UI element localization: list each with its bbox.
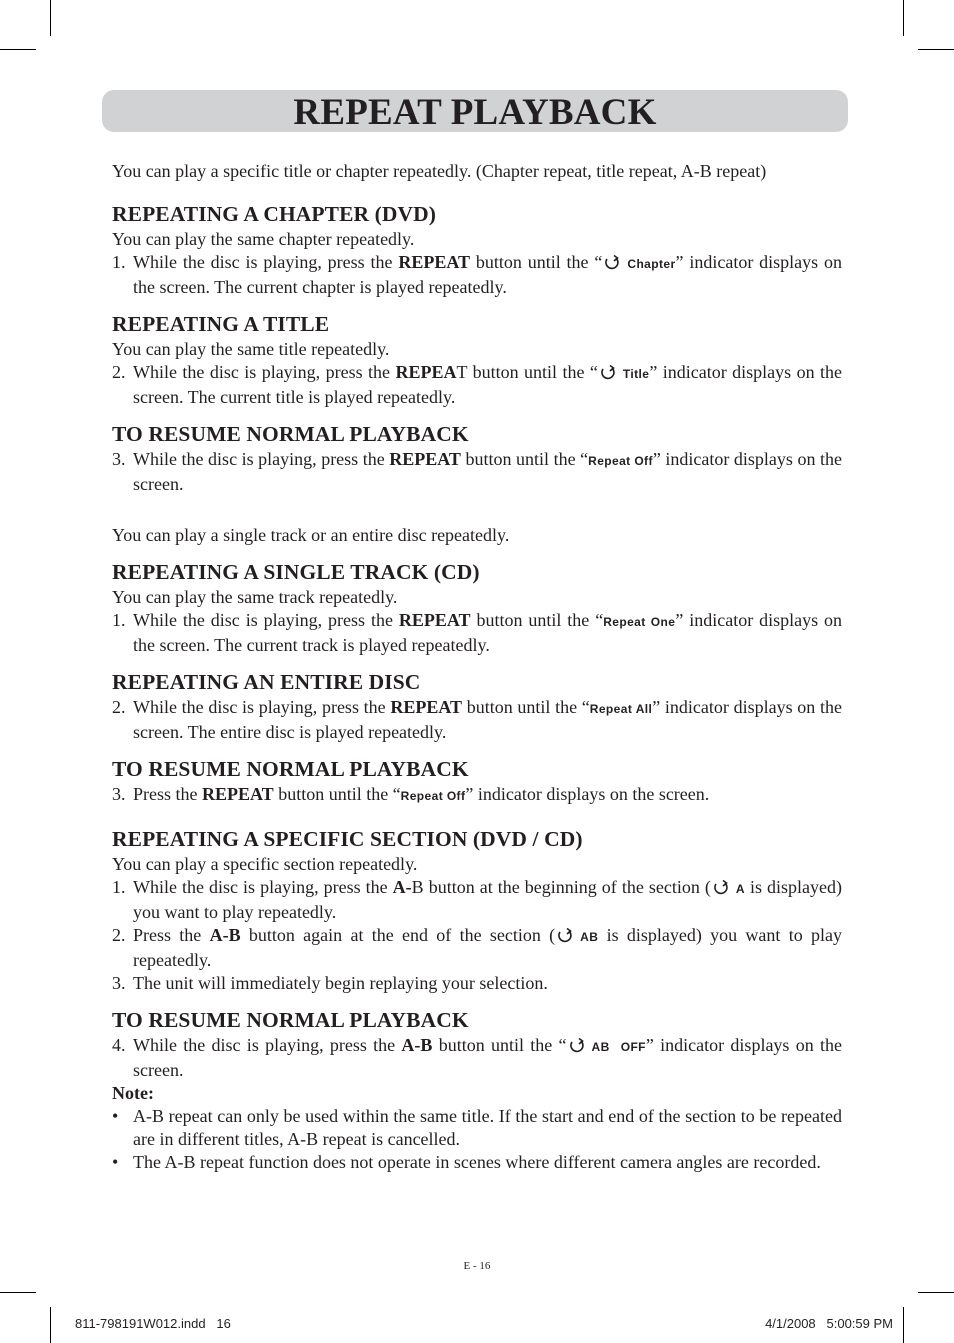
crop-mark (50, 0, 51, 36)
section-heading: REPEATING A SPECIFIC SECTION (DVD / CD) (112, 827, 583, 851)
section-desc: You can play the same chapter repeatedly. (112, 229, 415, 249)
section-ab-repeat (112, 826, 842, 995)
step-text: is displayed) you want to play repeatedly. (133, 925, 843, 970)
button-name: REPEAT (398, 610, 471, 630)
step-number: 1. (112, 610, 126, 630)
title-indicator: Title (622, 367, 650, 381)
section-entire-disc (112, 669, 842, 744)
step-text: button until the “ (460, 449, 589, 469)
section-desc: You can play the same track repeatedly. (112, 587, 398, 607)
step-item (112, 448, 842, 496)
step-text: While the disc is playing, press the (133, 362, 396, 382)
footer-file-info: 811-798191W012.indd 16 (75, 1316, 231, 1331)
note-text: A-B repeat can only be used within the same title. If the start and end of the section to be repeated are in different titles, A-B repeat is cancelled. (133, 1106, 842, 1149)
step-text: ” indicator displays on the screen. (133, 1035, 842, 1080)
step-text: Press the (133, 925, 210, 945)
step-text: T button until the “ (456, 362, 598, 382)
step-text: ” indicator displays on the screen. (465, 784, 710, 804)
step-text: While the disc is playing, press the (133, 449, 390, 469)
repeat-icon (602, 255, 624, 270)
crop-mark (918, 1292, 954, 1293)
section-heading: TO RESUME NORMAL PLAYBACK (112, 422, 469, 446)
step-text: button again at the end of the section ( (240, 925, 556, 945)
step-text: The unit will immediately begin replaying your selection. (133, 973, 548, 993)
repeat-icon (598, 365, 620, 380)
crop-mark (903, 1307, 904, 1343)
step-item (112, 361, 842, 409)
note-item (112, 1151, 842, 1174)
step-number: 4. (112, 1035, 126, 1055)
repeat-icon (711, 880, 733, 895)
step-text: While the disc is playing, press the (133, 610, 399, 630)
button-name: REPEAT (202, 784, 274, 804)
section-title (112, 311, 842, 409)
ab-indicator: AB (580, 930, 599, 944)
crop-mark (903, 0, 904, 36)
crop-mark (0, 1292, 36, 1293)
step-text: ” indicator displays on the screen. The entire disc is played repeatedly. (133, 697, 842, 742)
button-name: A-B (209, 925, 241, 945)
repeat-icon (567, 1038, 589, 1053)
step-text: button until the “ (273, 784, 401, 804)
section-heading: REPEATING A TITLE (112, 312, 330, 336)
title-bar (102, 90, 848, 132)
step-text: ” indicator displays on the screen. The current chapter is played repeatedly. (133, 252, 843, 297)
repeat-off-indicator: Repeat Off (400, 789, 466, 803)
bullet: • (112, 1106, 119, 1126)
note-text: The A-B repeat function does not operate in scenes where different camera angles are recorded. (133, 1152, 821, 1172)
step-item (112, 783, 842, 808)
section-desc: You can play a specific section repeatedly. (112, 854, 418, 874)
button-name: A-B (401, 1035, 433, 1055)
step-item (112, 1034, 842, 1082)
button-name: REPEAT (398, 252, 471, 272)
crop-mark (50, 1307, 51, 1343)
step-text: button until the “ (470, 252, 603, 272)
crop-mark (0, 49, 36, 50)
button-name: REPEAT (390, 697, 463, 717)
step-text: While the disc is playing, press the (133, 1035, 402, 1055)
page-number: E - 16 (463, 1260, 491, 1272)
intro-text: You can play a specific title or chapter repeatedly. (Chapter repeat, title repeat, A-B repeat) (112, 161, 767, 181)
step-item (112, 251, 842, 299)
step-text: While the disc is playing, press the (133, 697, 391, 717)
step-text: While the disc is playing, press the (133, 877, 393, 897)
step-item (112, 876, 842, 924)
a-indicator: A (735, 882, 745, 896)
step-number: 2. (112, 362, 126, 382)
step-number: 3. (112, 973, 126, 993)
section-resume-1 (112, 421, 842, 496)
bullet: • (112, 1152, 119, 1172)
step-text: button until the “ (462, 697, 590, 717)
button-name: REPEA (395, 362, 457, 382)
section-desc: You can play the same title repeatedly. (112, 339, 390, 359)
step-text: B button at the beginning of the section ( (411, 877, 711, 897)
section-single-track (112, 559, 842, 657)
ab-off-indicator: AB OFF (591, 1040, 646, 1054)
repeat-all-indicator: Repeat All (589, 702, 653, 716)
section-heading: TO RESUME NORMAL PLAYBACK (112, 757, 469, 781)
step-number: 1. (112, 252, 126, 272)
step-text: ” indicator displays on the screen. (133, 449, 842, 494)
note-item (112, 1105, 842, 1151)
step-text: is displayed) you want to play repeatedly. (133, 877, 842, 922)
page-title: REPEAT PLAYBACK (293, 92, 657, 133)
step-item (112, 696, 842, 744)
footer-timestamp: 4/1/2008 5:00:59 PM (765, 1316, 893, 1331)
repeat-off-indicator: Repeat Off (588, 454, 653, 468)
section-heading: REPEATING A SINGLE TRACK (CD) (112, 560, 480, 584)
step-text: ” indicator displays on the screen. The current track is played repeatedly. (133, 610, 843, 655)
step-text: Press the (133, 784, 202, 804)
section-heading: REPEATING AN ENTIRE DISC (112, 670, 421, 694)
step-text: While the disc is playing, press the (133, 252, 399, 272)
step-text: ” indicator displays on the screen. The current title is played repeatedly. (133, 362, 843, 407)
step-number: 1. (112, 877, 126, 897)
note-label: Note: (112, 1083, 154, 1103)
cd-intro-text: You can play a single track or an entire disc repeatedly. (112, 525, 510, 545)
step-text: button until the “ (470, 610, 604, 630)
section-chapter (112, 201, 842, 299)
section-heading: REPEATING A CHAPTER (DVD) (112, 202, 437, 226)
button-name: A- (392, 877, 412, 897)
step-item (112, 609, 842, 657)
step-number: 3. (112, 784, 126, 804)
chapter-indicator: Chapter (627, 257, 676, 271)
repeat-one-indicator: Repeat One (603, 615, 676, 629)
crop-mark (918, 49, 954, 50)
content (112, 160, 842, 1186)
button-name: REPEAT (389, 449, 461, 469)
step-item (112, 924, 842, 972)
step-text: button until the “ (432, 1035, 567, 1055)
step-number: 2. (112, 925, 126, 945)
repeat-icon (555, 928, 577, 943)
step-item (112, 972, 842, 995)
section-heading: TO RESUME NORMAL PLAYBACK (112, 1008, 469, 1032)
section-resume-2 (112, 756, 842, 808)
step-number: 3. (112, 449, 126, 469)
step-number: 2. (112, 697, 126, 717)
section-resume-3 (112, 1007, 842, 1174)
